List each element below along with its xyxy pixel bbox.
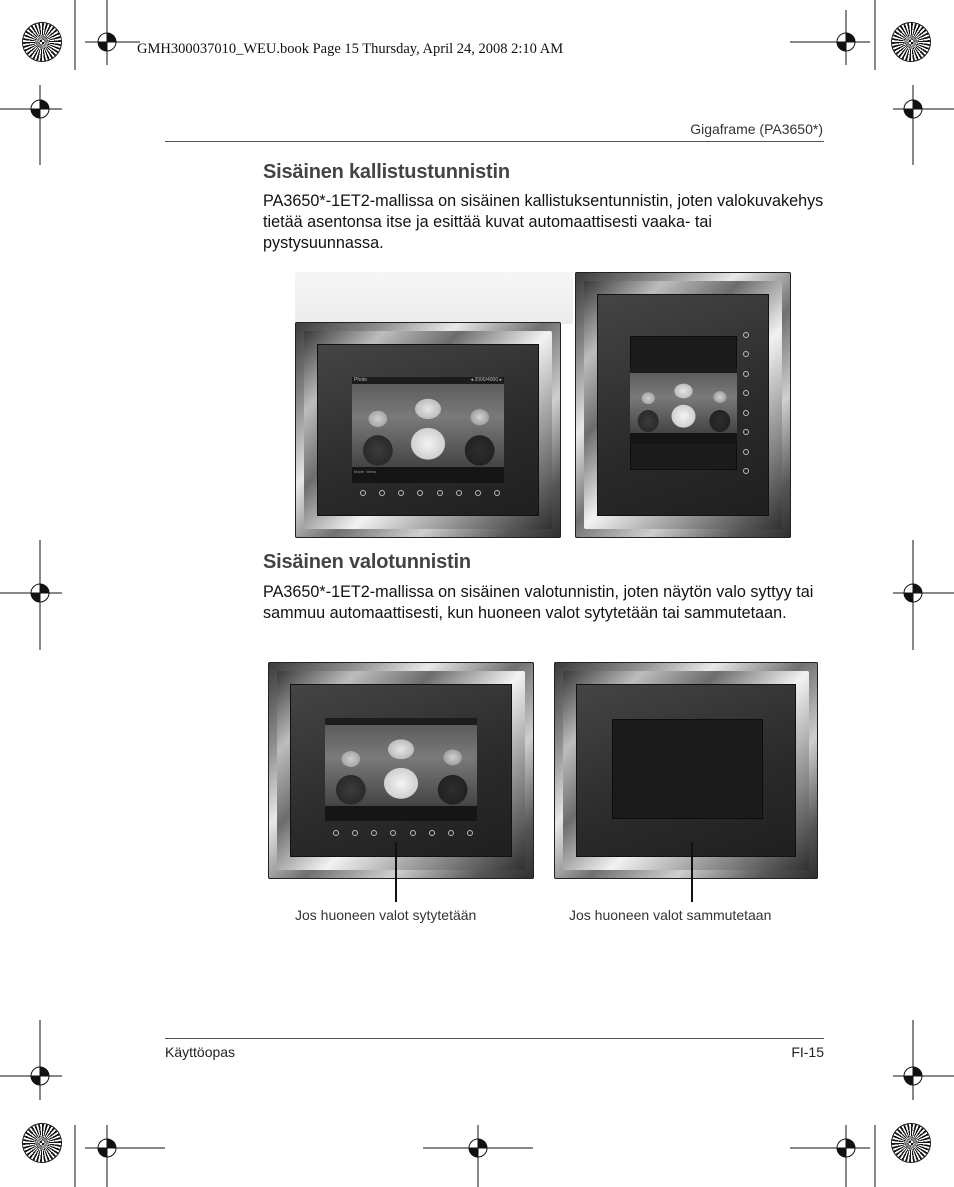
header-rule — [165, 141, 824, 142]
mode-label: Mode — [354, 469, 365, 475]
frame-portrait — [575, 272, 791, 538]
frame-landscape — [295, 322, 561, 538]
section-body-light-sensor: PA3650*-1ET2-mallissa on sisäinen valotunnistin, joten näytön valo syttyy tai sammuu automaattisesti, kun huoneen valot sytytetään tai sammutetaan. — [263, 583, 814, 622]
photo-label: Photo — [354, 377, 368, 383]
screen-landscape — [352, 377, 504, 483]
section-heading-light-sensor: Sisäinen valotunnistin — [263, 551, 471, 573]
footer-left: Käyttöopas — [165, 1044, 236, 1060]
screen-lights-off — [612, 719, 763, 819]
running-header: Gigaframe (PA3650*) — [690, 121, 823, 137]
photo-children — [352, 384, 504, 467]
footer-rule — [165, 1038, 824, 1039]
color-target-icon — [892, 1124, 930, 1162]
frame-lights-on — [268, 662, 534, 879]
section-heading-tilt-sensor: Sisäinen kallistustunnistin — [263, 161, 510, 183]
menu-label: Menu — [366, 469, 377, 475]
section-body-tilt-sensor: PA3650*-1ET2-mallissa on sisäinen kallistuksentunnistin, joten valokuvakehys tietää asentonsa itse ja esittää kuvat automaattisesti vaaka- tai pystysuunnassa. — [263, 192, 824, 252]
callout-line-left — [395, 842, 397, 902]
frame-button-column — [743, 332, 749, 474]
color-target-icon — [23, 23, 61, 61]
page-number: FI-15 — [791, 1044, 824, 1060]
color-target-icon — [892, 23, 930, 61]
photo-counter: ◂ 2000/4000 ▸ — [470, 377, 502, 383]
screen-portrait — [630, 368, 737, 444]
callout-line-right — [691, 842, 693, 902]
print-slug-line: GMH300037010_WEU.book Page 15 Thursday, April 24, 2008 2:10 AM — [137, 41, 564, 57]
figure-tilt-sensor — [295, 272, 791, 538]
screen-lights-on — [325, 718, 477, 821]
frame-button-row — [360, 490, 500, 496]
caption-lights-on: Jos huoneen valot sytytetään — [295, 907, 477, 923]
figure-backdrop — [295, 272, 573, 324]
color-target-icon — [23, 1124, 61, 1162]
caption-lights-off: Jos huoneen valot sammutetaan — [569, 907, 772, 923]
frame-lights-off — [554, 662, 818, 879]
